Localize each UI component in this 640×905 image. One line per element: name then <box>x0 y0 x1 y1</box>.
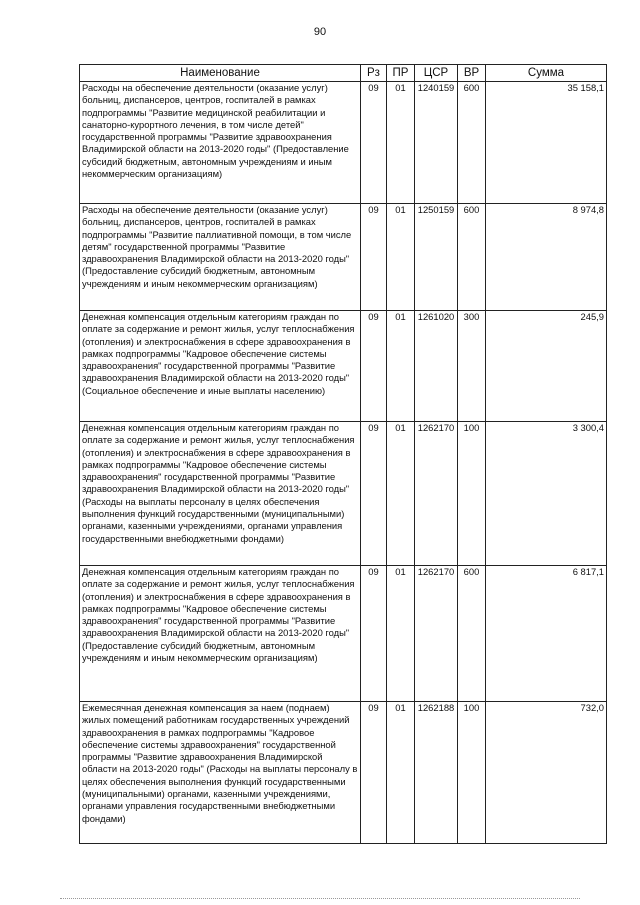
row-csr: 1262188 <box>415 702 458 844</box>
page-number: 90 <box>313 26 327 38</box>
row-pr: 01 <box>387 566 415 702</box>
row-sum: 35 158,1 <box>486 82 607 204</box>
row-rz: 09 <box>361 702 387 844</box>
row-sum: 8 974,8 <box>486 204 607 311</box>
header-csr: ЦСР <box>415 65 458 82</box>
row-name: Расходы на обеспечение деятельности (оказание услуг) больниц, диспансеров, центров, госпиталей в рамках подпрограммы "Развитие медицинской реабилитации и санаторно-курортного лечения, в том числе детей" государственной программы "Развитие здравоохранения Владимирской области на 2013-2020 годы" (Предоставление субсидий бюджетным, автономным учреждениям и иным некоммерческим организациям) <box>80 82 361 204</box>
row-name: Денежная компенсация отдельным категориям граждан по оплате за содержание и ремонт жилья, услуг теплоснабжения (отопления) и электроснабжения в сфере здравоохранения в рамках подпрограммы "Кадровое обеспечение системы здравоохранения" государственной программы "Развитие здравоохранения Владимирской области на 2013-2020 годы" (Расходы на выплаты персоналу в целях обеспечения выполнения функций государственными (муниципальными) органами, казенными учреждениями, органами управления государственными внебюджетными фондами) <box>80 422 361 566</box>
row-vr: 100 <box>458 422 486 566</box>
row-pr: 01 <box>387 82 415 204</box>
row-rz: 09 <box>361 82 387 204</box>
table-row <box>80 422 607 566</box>
table-row <box>80 311 607 422</box>
row-csr: 1262170 <box>415 566 458 702</box>
row-sum: 3 300,4 <box>486 422 607 566</box>
row-name: Денежная компенсация отдельным категориям граждан по оплате за содержание и ремонт жилья, услуг теплоснабжения (отопления) и электроснабжения в сфере здравоохранения в рамках подпрограммы "Кадровое обеспечение системы здравоохранения" государственной программы "Развитие здравоохранения Владимирской области на 2013-2020 годы" (Предоставление субсидий бюджетным, автономным учреждениям и иным некоммерческим организациям) <box>80 566 361 702</box>
budget-table <box>79 64 607 844</box>
row-csr: 1262170 <box>415 422 458 566</box>
row-name: Ежемесячная денежная компенсация за наем (поднаем) жилых помещений работникам государственных учреждений здравоохранения в рамках подпрограммы "Кадровое обеспечение системы здравоохранения" государственной программы "Развитие здравоохранения Владимирской области на 2013-2020 годы" (Расходы на выплаты персоналу в целях обеспечения выполнения функций государственными (муниципальными) органами, казенными учреждениями, органами управления государственными внебюджетными фондами) <box>80 702 361 844</box>
table-row <box>80 702 607 844</box>
table-row <box>80 82 607 204</box>
row-csr: 1261020 <box>415 311 458 422</box>
row-rz: 09 <box>361 204 387 311</box>
table-row <box>80 204 607 311</box>
header-pr: ПР <box>387 65 415 82</box>
row-rz: 09 <box>361 422 387 566</box>
page-bottom-divider <box>60 898 580 899</box>
row-pr: 01 <box>387 702 415 844</box>
row-csr: 1240159 <box>415 82 458 204</box>
row-pr: 01 <box>387 204 415 311</box>
header-sum: Сумма <box>486 65 607 82</box>
row-vr: 300 <box>458 311 486 422</box>
row-name: Денежная компенсация отдельным категориям граждан по оплате за содержание и ремонт жилья, услуг теплоснабжения (отопления) и электроснабжения в сфере здравоохранения в рамках подпрограммы "Кадровое обеспечение системы здравоохранения" государственной программы "Развитие здравоохранения Владимирской области на 2013-2020 годы" (Социальное обеспечение и иные выплаты населению) <box>80 311 361 422</box>
row-pr: 01 <box>387 422 415 566</box>
row-sum: 245,9 <box>486 311 607 422</box>
row-vr: 600 <box>458 566 486 702</box>
header-vr: ВР <box>458 65 486 82</box>
table-row <box>80 566 607 702</box>
row-name: Расходы на обеспечение деятельности (оказание услуг) больниц, диспансеров, центров, госпиталей в рамках подпрограммы "Развитие паллиативной помощи, в том числе детям" государственной программы "Развитие здравоохранения Владимирской области на 2013-2020 годы" (Предоставление субсидий бюджетным, автономным учреждениям и иным некоммерческим организациям) <box>80 204 361 311</box>
header-rz: Рз <box>361 65 387 82</box>
row-sum: 6 817,1 <box>486 566 607 702</box>
row-rz: 09 <box>361 566 387 702</box>
row-sum: 732,0 <box>486 702 607 844</box>
header-name: Наименование <box>80 65 361 82</box>
row-vr: 100 <box>458 702 486 844</box>
row-pr: 01 <box>387 311 415 422</box>
row-csr: 1250159 <box>415 204 458 311</box>
row-rz: 09 <box>361 311 387 422</box>
row-vr: 600 <box>458 82 486 204</box>
header-row <box>80 65 607 82</box>
row-vr: 600 <box>458 204 486 311</box>
